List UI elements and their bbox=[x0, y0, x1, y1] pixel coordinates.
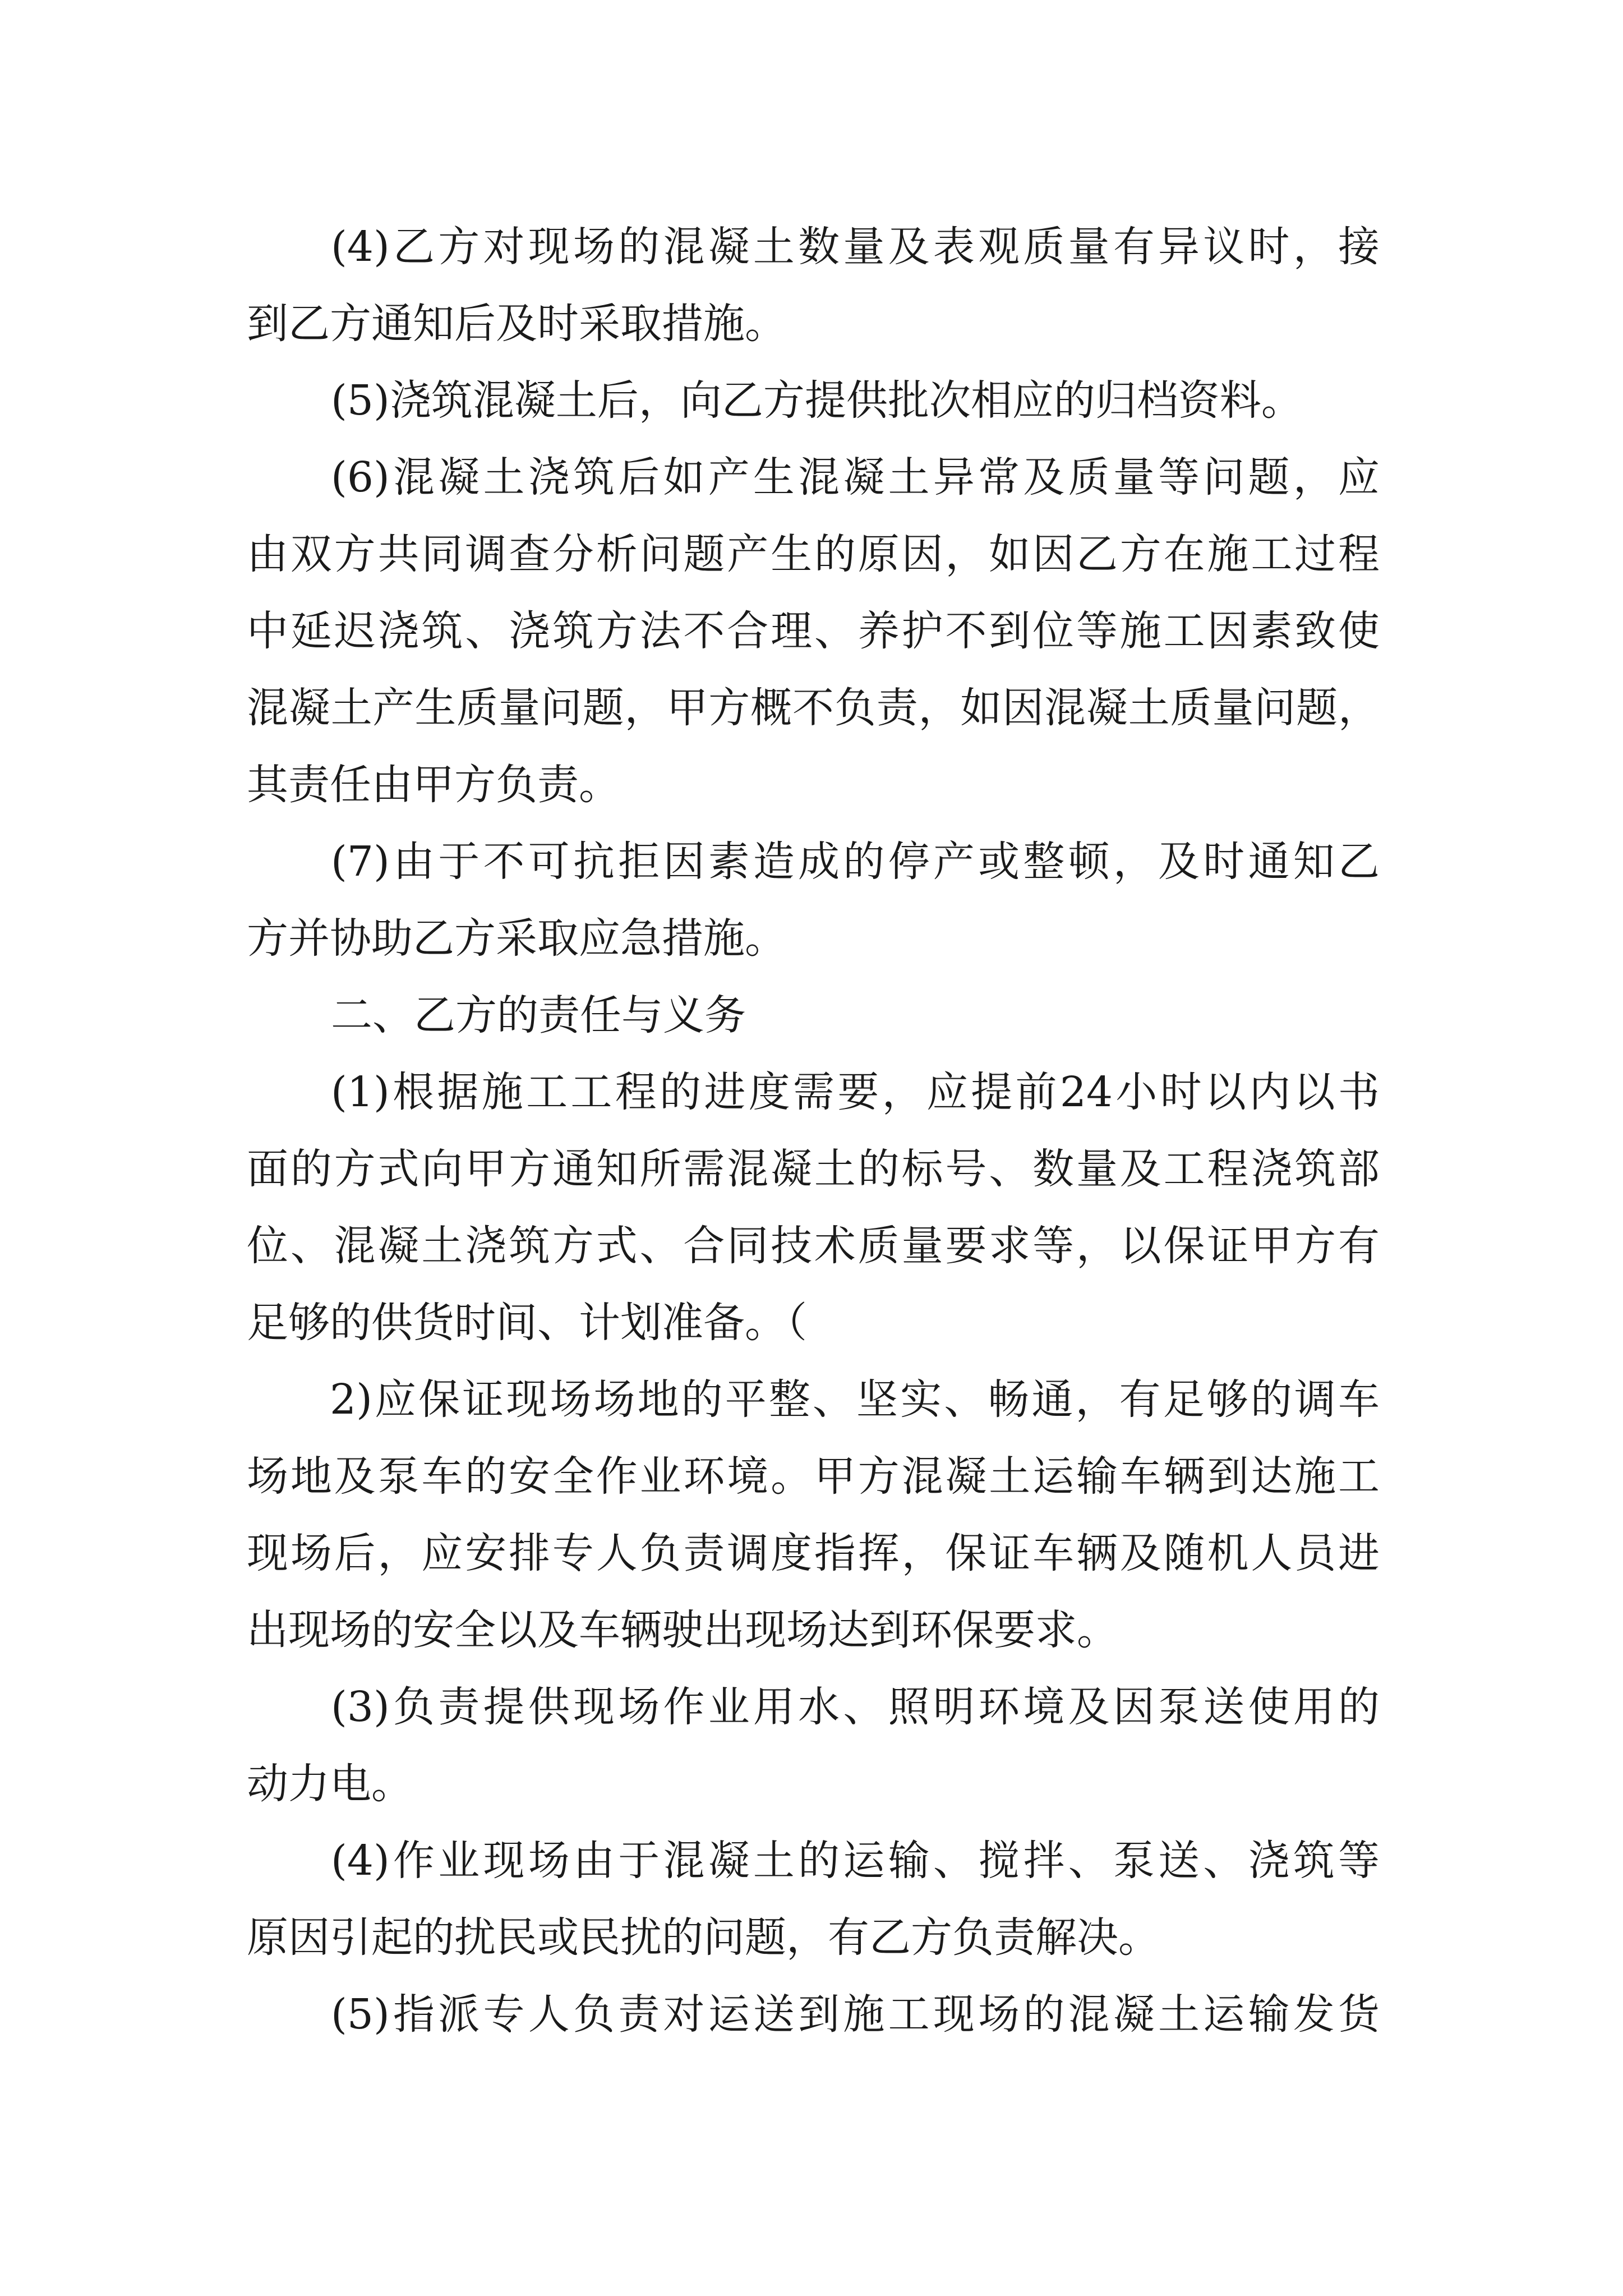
paragraph-line: (3)负责提供现场作业用水、照明环境及因泵送使用的 bbox=[331, 1683, 1380, 1731]
paragraph-line: (6)混凝土浇筑后如产生混凝土异常及质量等问题，应 bbox=[331, 453, 1380, 501]
paragraph-line: 场地及泵车的安全作业环境。甲方混凝土运输车辆到达施工 bbox=[247, 1452, 1380, 1501]
paragraph-line: 出现场的安全以及车辆驶出现场达到环保要求。 bbox=[247, 1606, 1118, 1654]
paragraph-line: 其责任由甲方负责。 bbox=[247, 761, 620, 809]
paragraph-line: 位、混凝土浇筑方式、合同技术质量要求等，以保证甲方有 bbox=[247, 1222, 1380, 1270]
paragraph-line: 面的方式向甲方通知所需混凝土的标号、数量及工程浇筑部 bbox=[247, 1145, 1380, 1193]
paragraph-line: 原因引起的扰民或民扰的问题，有乙方负责解决。 bbox=[247, 1913, 1160, 1962]
paragraph-line: 中延迟浇筑、浇筑方法不合理、养护不到位等施工因素致使 bbox=[247, 607, 1380, 655]
paragraph-line: (4)作业现场由于混凝土的运输、搅拌、泵送、浇筑等 bbox=[331, 1837, 1380, 1885]
paragraph-line: 现场后，应安排专人负责调度指挥，保证车辆及随机人员进 bbox=[247, 1529, 1380, 1577]
document-body bbox=[247, 209, 1380, 2053]
paragraph-line: (5)浇筑混凝土后，向乙方提供批次相应的归档资料。 bbox=[331, 376, 1303, 425]
paragraph-line: 方并协助乙方采取应急措施。 bbox=[247, 914, 786, 963]
paragraph-line: 到乙方通知后及时采取措施。 bbox=[247, 300, 786, 348]
paragraph-line: (4)乙方对现场的混凝土数量及表观质量有异议时，接 bbox=[331, 223, 1380, 271]
paragraph-line: (7)由于不可抗拒因素造成的停产或整顿，及时通知乙 bbox=[331, 838, 1380, 886]
paragraph-line: 由双方共同调查分析问题产生的原因，如因乙方在施工过程 bbox=[247, 530, 1380, 578]
paragraph-line: 2)应保证现场场地的平整、坚实、畅通，有足够的调车 bbox=[330, 1375, 1380, 1424]
section-heading: 二、乙方的责任与义务 bbox=[331, 991, 746, 1039]
paragraph-line: (5)指派专人负责对运送到施工现场的混凝土运输发货 bbox=[331, 1990, 1380, 2039]
paragraph-line: (1)根据施工工程的进度需要，应提前24小时以内以书 bbox=[331, 1068, 1380, 1116]
paragraph-line: 足够的供货时间、计划准备。（ bbox=[247, 1299, 807, 1347]
paragraph-line: 动力电。 bbox=[247, 1760, 413, 1808]
paragraph-line: 混凝土产生质量问题，甲方概不负责，如因混凝土质量问题， bbox=[247, 684, 1380, 732]
